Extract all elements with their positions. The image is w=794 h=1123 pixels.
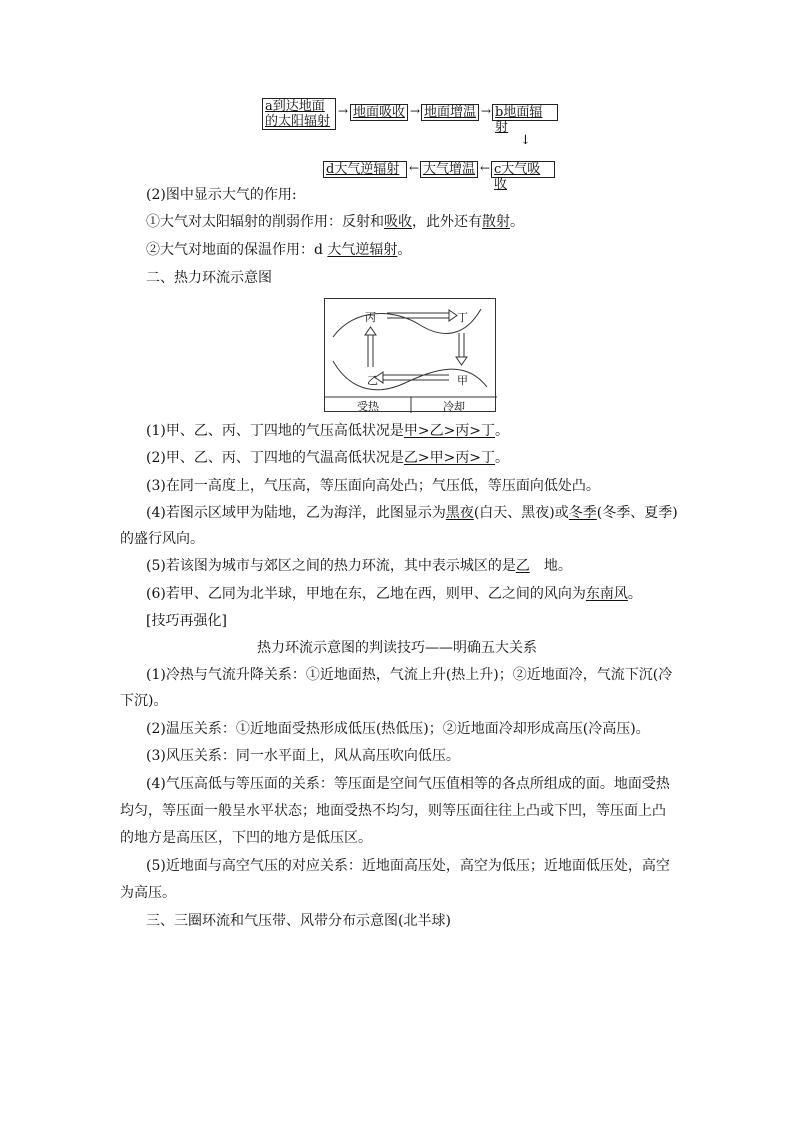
question-5: (5)若该图为城市与郊区之间的热力环流，其中表示城区的是乙 地。 <box>146 558 572 574</box>
skill-1: (1)冷热与气流升降关系：①近地面热，气流上升(热上升)；②近地面冷，气流下沉(冷 <box>146 667 673 683</box>
flow-box-atm-counter-radiation: d大气逆辐射 <box>323 161 407 178</box>
arrow-down-icon: ↓ <box>520 133 530 148</box>
question-2: (2)甲、乙、丙、丁四地的气温高低状况是乙>甲>丙>丁。 <box>146 450 510 466</box>
label-yi: 乙 <box>367 374 378 387</box>
question-6: (6)若甲、乙同为北半球，甲地在东，乙地在西，则甲、乙之间的风向为东南风。 <box>146 586 642 602</box>
skill-1-cont: 下沉)。 <box>120 693 168 709</box>
section-2-title: 二、热力环流示意图 <box>146 270 272 286</box>
skill-5: (5)近地面与高空气压的对应关系：近地面高压处，高空为低压；近地面低压处，高空 <box>146 858 670 874</box>
label-heat: 受热 <box>357 400 379 413</box>
paragraph-role-2: ②大气对地面的保温作用：d 大气逆辐射。 <box>146 242 412 258</box>
skill-3: (3)风压关系：同一水平面上，风从高压吹向低压。 <box>146 748 460 764</box>
paragraph-role-heading: (2)图中显示大气的作用: <box>146 187 297 203</box>
label-ding: 丁 <box>457 311 468 324</box>
arrow-left-icon: ← <box>480 161 490 175</box>
label-cool: 冷却 <box>443 400 465 413</box>
skill-4-cont-1: 均匀，等压面一般呈水平状态；地面受热不均匀，则等压面往往上凸或下凹，等压面上凸 <box>120 803 666 819</box>
arrow-right-icon: → <box>338 104 348 118</box>
question-4: (4)若图示区域甲为陆地，乙为海洋，此图显示为黑夜(白天、黑夜)或冬季(冬季、夏季) <box>146 505 678 521</box>
question-1: (1)甲、乙、丙、丁四地的气压高低状况是甲>乙>丙>丁。 <box>146 423 510 439</box>
section-3-title: 三、三圈环流和气压带、风带分布示意图(北半球) <box>146 913 451 929</box>
flow-box-ground-warm: 地面增温 <box>421 104 479 121</box>
flow-box-ground-absorb: 地面吸收 <box>350 104 408 121</box>
thermal-circulation-figure <box>324 298 496 412</box>
skill-5-cont: 为高压。 <box>120 885 176 901</box>
arrow-right-icon: → <box>410 104 420 118</box>
skill-title: 热力环流示意图的判读技巧——明确五大关系 <box>257 640 537 656</box>
flow-box-solar-radiation: a到达地面 的太阳辐射 <box>262 98 336 130</box>
arrow-right-icon: → <box>481 104 491 118</box>
skill-tag: [技巧再强化] <box>146 613 227 629</box>
paragraph-role-1: ①大气对太阳辐射的削弱作用：反射和吸收，此外还有散射。 <box>146 214 524 230</box>
skill-2: (2)温压关系：①近地面受热形成低压(热低压)；②近地面冷却形成高压(冷高压)。 <box>146 721 650 737</box>
label-bing: 丙 <box>365 311 376 324</box>
flow-box-ground-radiation: b地面辐射 <box>492 104 558 121</box>
question-4-cont: 的盛行风向。 <box>120 531 204 547</box>
question-3: (3)在同一高度上，气压高，等压面向高处凸；气压低，等压面向低处凸。 <box>146 478 600 494</box>
flow-box-atm-warm: 大气增温 <box>420 161 478 178</box>
arrow-left-icon: ← <box>409 161 419 175</box>
skill-4-cont-2: 的地方是高压区，下凹的地方是低压区。 <box>120 830 372 846</box>
skill-4: (4)气压高低与等压面的关系：等压面是空间气压值相等的各点所组成的面。地面受热 <box>146 776 670 792</box>
label-jia: 甲 <box>457 374 468 387</box>
flow-box-atm-absorb: c大气吸收 <box>491 161 555 178</box>
